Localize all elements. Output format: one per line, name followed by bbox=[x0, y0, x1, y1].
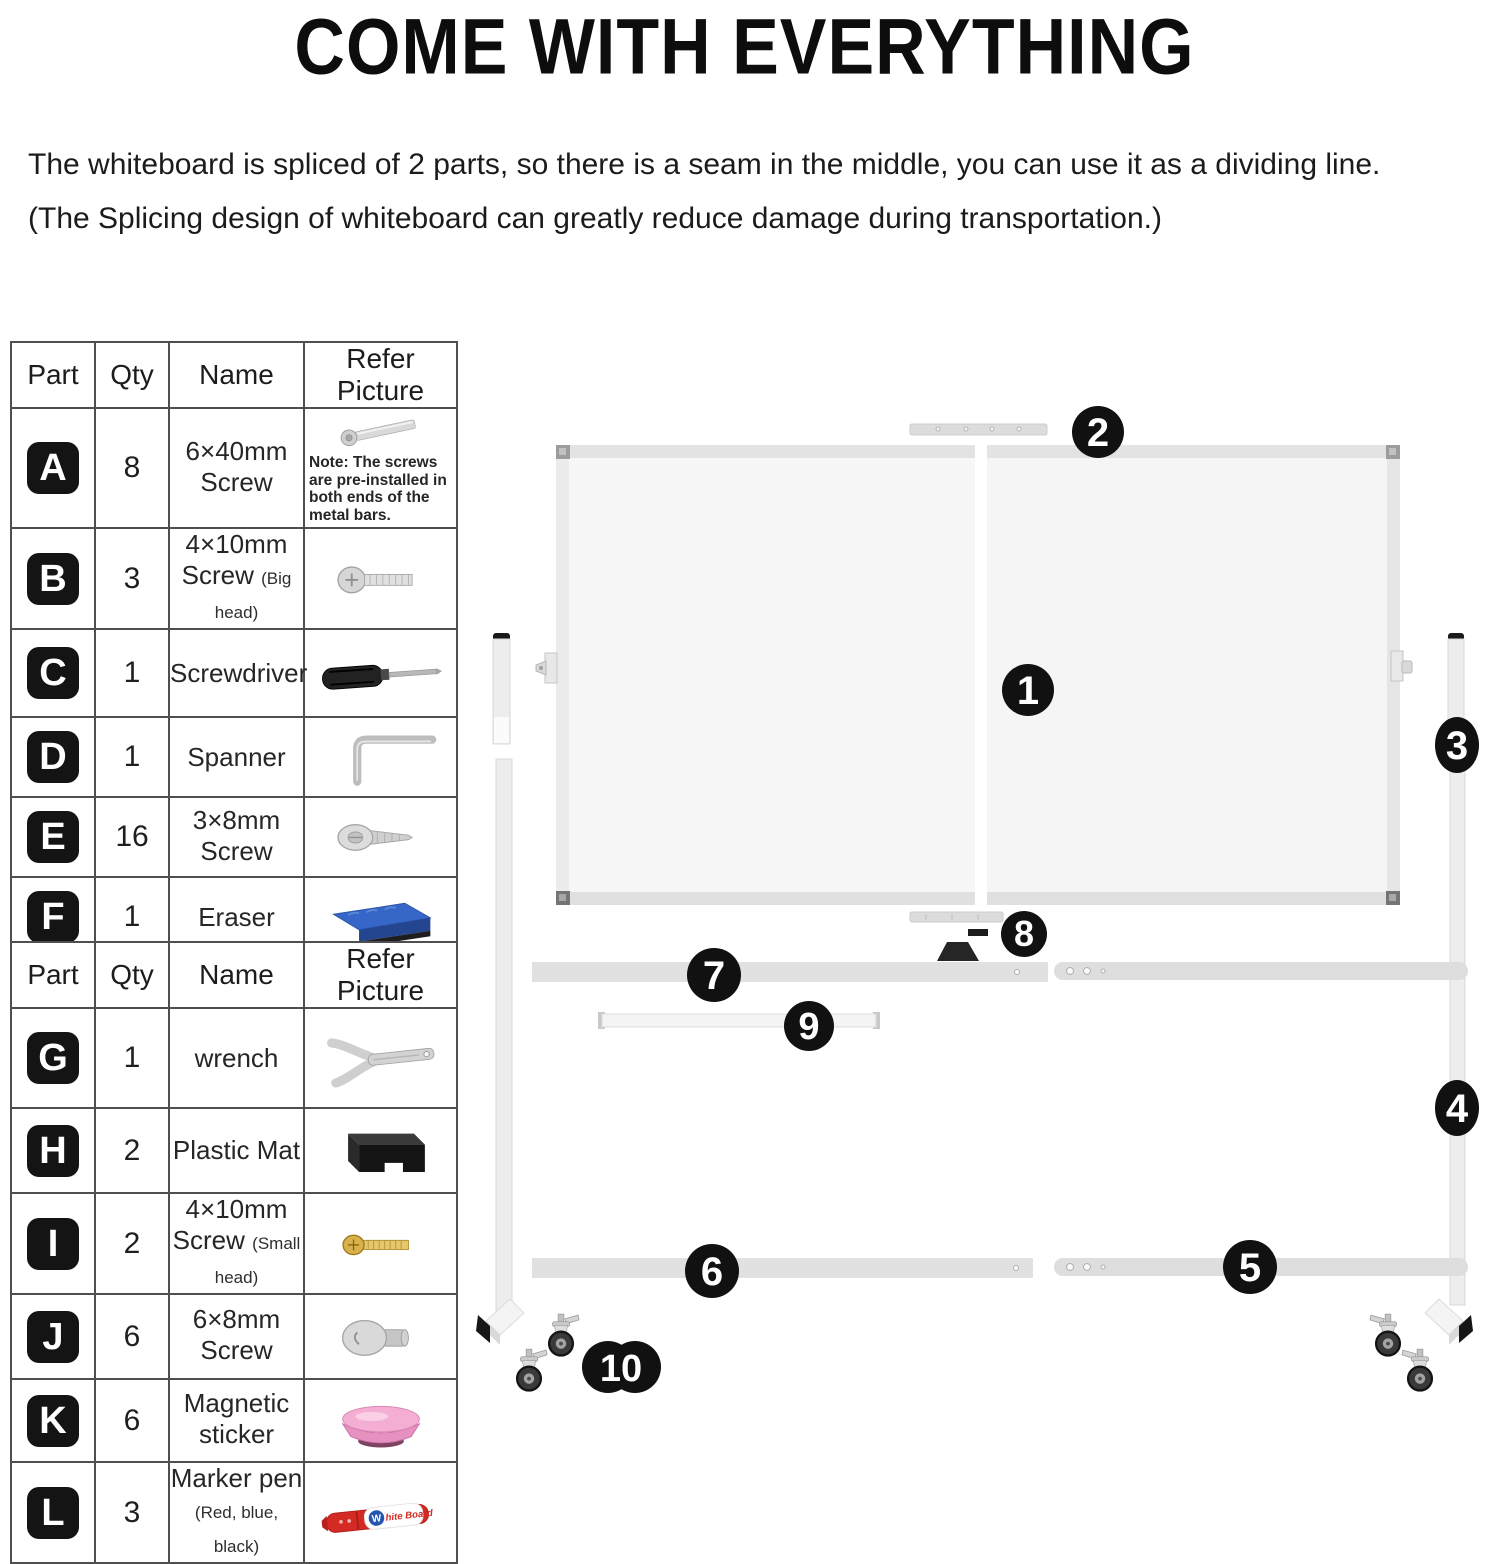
part-cell bbox=[11, 408, 95, 528]
part-picture bbox=[308, 805, 454, 869]
part-cell bbox=[11, 1193, 95, 1294]
header-qty: Qty bbox=[95, 342, 169, 408]
part-name-line2: Screw (Big head) bbox=[181, 560, 292, 622]
badge-8 bbox=[1001, 911, 1047, 957]
refer-picture-cell bbox=[304, 629, 457, 717]
part-letter-badge bbox=[27, 442, 79, 494]
part-letter-badge bbox=[27, 1395, 79, 1447]
intro-text bbox=[28, 138, 1478, 246]
badge-1 bbox=[1002, 664, 1054, 716]
table-row bbox=[11, 528, 457, 629]
table-row bbox=[11, 717, 457, 797]
bottom-connector-bar bbox=[910, 912, 1003, 961]
part-letter: K bbox=[39, 1399, 67, 1442]
badge-6 bbox=[685, 1244, 739, 1298]
board-left-rail bbox=[556, 445, 569, 905]
table-row bbox=[11, 1462, 457, 1563]
refer-picture-cell bbox=[304, 717, 457, 797]
caster-wheel-icon bbox=[517, 1349, 547, 1390]
qty-cell: 2 bbox=[95, 1193, 169, 1294]
part-letter-badge bbox=[27, 1311, 79, 1363]
table-row bbox=[11, 1008, 457, 1108]
svg-text:7: 7 bbox=[702, 954, 726, 998]
part-picture bbox=[308, 1119, 454, 1183]
part-name-line2: Screw (Small head) bbox=[172, 1225, 301, 1287]
part-cell bbox=[11, 1294, 95, 1379]
part-letter-badge bbox=[27, 731, 79, 783]
assembly-diagram bbox=[460, 385, 1489, 1500]
middle-crossbar bbox=[532, 962, 1468, 982]
header-refer-picture: Refer Picture bbox=[304, 942, 457, 1008]
part-name: Spanner bbox=[187, 741, 286, 772]
part-letter: A bbox=[39, 447, 67, 489]
board-stop-bracket bbox=[937, 942, 979, 961]
qty-cell: 1 bbox=[95, 1008, 169, 1108]
part-letter-badge bbox=[27, 1125, 79, 1177]
header-part: Part bbox=[11, 342, 95, 408]
refer-picture-cell bbox=[304, 1108, 457, 1193]
name-cell bbox=[169, 717, 304, 797]
qty-cell: 16 bbox=[95, 797, 169, 877]
part-cell bbox=[11, 1008, 95, 1108]
refer-picture-cell bbox=[304, 1462, 457, 1563]
qty-cell: 1 bbox=[95, 717, 169, 797]
table-row bbox=[11, 1108, 457, 1193]
qty-cell: 3 bbox=[95, 1462, 169, 1563]
badge-4 bbox=[1435, 1080, 1479, 1136]
part-picture bbox=[308, 547, 454, 611]
svg-text:3: 3 bbox=[1445, 724, 1469, 768]
table-row bbox=[11, 408, 457, 528]
refer-picture-cell bbox=[304, 1294, 457, 1379]
part-letter: D bbox=[39, 736, 67, 778]
part-picture bbox=[308, 1481, 454, 1545]
top-connector-bar bbox=[910, 424, 1047, 435]
badge-3 bbox=[1435, 717, 1479, 773]
qty-cell: 2 bbox=[95, 1108, 169, 1193]
parts-table-primary bbox=[10, 341, 458, 958]
table-row bbox=[11, 1379, 457, 1462]
part-letter-badge bbox=[27, 553, 79, 605]
qty-cell: 6 bbox=[95, 1379, 169, 1462]
header-name: Name bbox=[169, 942, 304, 1008]
badge-5 bbox=[1223, 1240, 1277, 1294]
part-name: wrench bbox=[194, 1042, 279, 1073]
badge-7 bbox=[687, 948, 741, 1002]
part-letter: I bbox=[47, 1222, 59, 1265]
name-cell bbox=[169, 1008, 304, 1108]
part-letter: E bbox=[40, 816, 66, 858]
name-cell bbox=[169, 629, 308, 717]
qty-cell: 6 bbox=[95, 1294, 169, 1379]
svg-text:5: 5 bbox=[1238, 1246, 1262, 1290]
refer-picture-cell bbox=[304, 1008, 457, 1108]
table-row bbox=[11, 1294, 457, 1379]
table-row bbox=[11, 797, 457, 877]
svg-text:1: 1 bbox=[1016, 669, 1040, 713]
svg-text:6: 6 bbox=[700, 1250, 724, 1294]
picture-note: Note: The screws are pre-installed in both ends of the metal bars. bbox=[309, 454, 447, 524]
part-name: Magnetic bbox=[183, 1388, 290, 1418]
refer-picture-cell bbox=[304, 797, 457, 877]
part-letter: L bbox=[41, 1491, 65, 1534]
part-picture bbox=[308, 1305, 454, 1369]
part-picture bbox=[308, 885, 454, 949]
bottom-crossbar bbox=[532, 1258, 1468, 1278]
part-name: 6×8mm bbox=[192, 1304, 281, 1334]
header-part: Part bbox=[11, 942, 95, 1008]
name-cell bbox=[169, 1193, 304, 1294]
board-center-seam bbox=[975, 445, 987, 905]
part-name-line2: sticker bbox=[198, 1419, 275, 1449]
part-letter-badge bbox=[27, 811, 79, 863]
part-cell bbox=[11, 717, 95, 797]
header-refer-picture: Refer Picture bbox=[304, 342, 457, 408]
qty-cell: 1 bbox=[95, 877, 169, 957]
badge-9 bbox=[784, 1001, 834, 1051]
part-letter: F bbox=[41, 896, 65, 938]
part-letter-badge bbox=[27, 1032, 79, 1084]
name-cell bbox=[169, 1379, 304, 1462]
part-letter-badge bbox=[27, 891, 79, 943]
part-cell bbox=[11, 1462, 95, 1563]
whiteboard bbox=[536, 445, 1412, 905]
part-name: 3×8mm bbox=[192, 804, 281, 835]
table-header-row bbox=[11, 342, 457, 408]
part-name: Eraser bbox=[198, 901, 275, 932]
refer-picture-cell bbox=[304, 528, 457, 629]
name-cell bbox=[169, 528, 304, 629]
header-name: Name bbox=[169, 342, 304, 408]
page-title: COME WITH EVERYTHING bbox=[294, 3, 1195, 91]
part-cell bbox=[11, 528, 95, 629]
board-pivot-clamp-left bbox=[536, 653, 557, 683]
table-row bbox=[11, 1193, 457, 1294]
part-name: Plastic Mat bbox=[172, 1135, 301, 1165]
part-name-line2: Screw bbox=[200, 835, 273, 866]
part-name-line2: (Red, blue, black) bbox=[194, 1503, 279, 1556]
part-letter-badge bbox=[27, 1218, 79, 1270]
part-picture bbox=[308, 409, 454, 453]
whiteboard-panel-left bbox=[569, 458, 975, 892]
refer-picture-cell bbox=[304, 1379, 457, 1462]
table-header-row bbox=[11, 942, 457, 1008]
part-picture bbox=[308, 1389, 454, 1453]
refer-picture-cell bbox=[304, 1193, 457, 1294]
parts-table-secondary bbox=[10, 941, 458, 1564]
part-name-line2: Screw bbox=[200, 1335, 273, 1365]
part-picture bbox=[308, 1212, 454, 1276]
part-cell bbox=[11, 797, 95, 877]
part-picture bbox=[308, 725, 454, 789]
support-bar bbox=[598, 1012, 880, 1029]
svg-text:4: 4 bbox=[1445, 1087, 1469, 1131]
badge-2 bbox=[1072, 406, 1124, 458]
name-cell bbox=[169, 797, 304, 877]
part-name-line2: Screw bbox=[200, 466, 273, 497]
part-letter: B bbox=[39, 557, 67, 600]
part-letter: G bbox=[38, 1037, 68, 1079]
part-name: 6×40mm bbox=[185, 435, 288, 466]
part-name: Screwdriver bbox=[170, 657, 308, 688]
svg-text:9: 9 bbox=[798, 1006, 820, 1048]
part-cell bbox=[11, 629, 95, 717]
stand-pole-left bbox=[493, 633, 512, 1311]
intro-line-1: The whiteboard is spliced of 2 parts, so there is a seam in the middle, you can use it as a dividing line. bbox=[28, 148, 1381, 181]
part-letter-badge bbox=[27, 647, 79, 699]
svg-text:2: 2 bbox=[1086, 411, 1110, 455]
stand-foot-right bbox=[1370, 1299, 1473, 1390]
stand-foot bbox=[476, 1299, 579, 1390]
part-cell bbox=[11, 1108, 95, 1193]
part-name: 4×10mm bbox=[185, 529, 288, 559]
qty-cell: 8 bbox=[95, 408, 169, 528]
table-row bbox=[11, 629, 457, 717]
svg-text:10: 10 bbox=[599, 1348, 643, 1390]
qty-cell: 3 bbox=[95, 528, 169, 629]
part-letter: H bbox=[39, 1129, 67, 1172]
board-pivot-clamp-right bbox=[1391, 651, 1412, 681]
refer-picture-cell bbox=[304, 408, 457, 528]
svg-text:8: 8 bbox=[1013, 913, 1035, 954]
qty-cell: 1 bbox=[95, 629, 169, 717]
header-qty: Qty bbox=[95, 942, 169, 1008]
name-cell bbox=[169, 408, 304, 528]
part-name: 4×10mm bbox=[185, 1194, 288, 1224]
caster-wheel-icon bbox=[549, 1314, 579, 1355]
part-name: Marker pen bbox=[170, 1463, 303, 1493]
badge-10 bbox=[582, 1341, 661, 1393]
part-letter: C bbox=[39, 652, 67, 694]
part-letter: J bbox=[42, 1315, 64, 1358]
name-cell bbox=[169, 1294, 304, 1379]
part-cell bbox=[11, 1379, 95, 1462]
intro-line-2: (The Splicing design of whiteboard can greatly reduce damage during transportation.) bbox=[28, 202, 1162, 235]
name-cell bbox=[169, 1462, 304, 1563]
name-cell bbox=[169, 1108, 304, 1193]
part-letter-badge bbox=[27, 1487, 79, 1539]
part-picture bbox=[308, 641, 454, 705]
part-picture bbox=[308, 1026, 454, 1090]
